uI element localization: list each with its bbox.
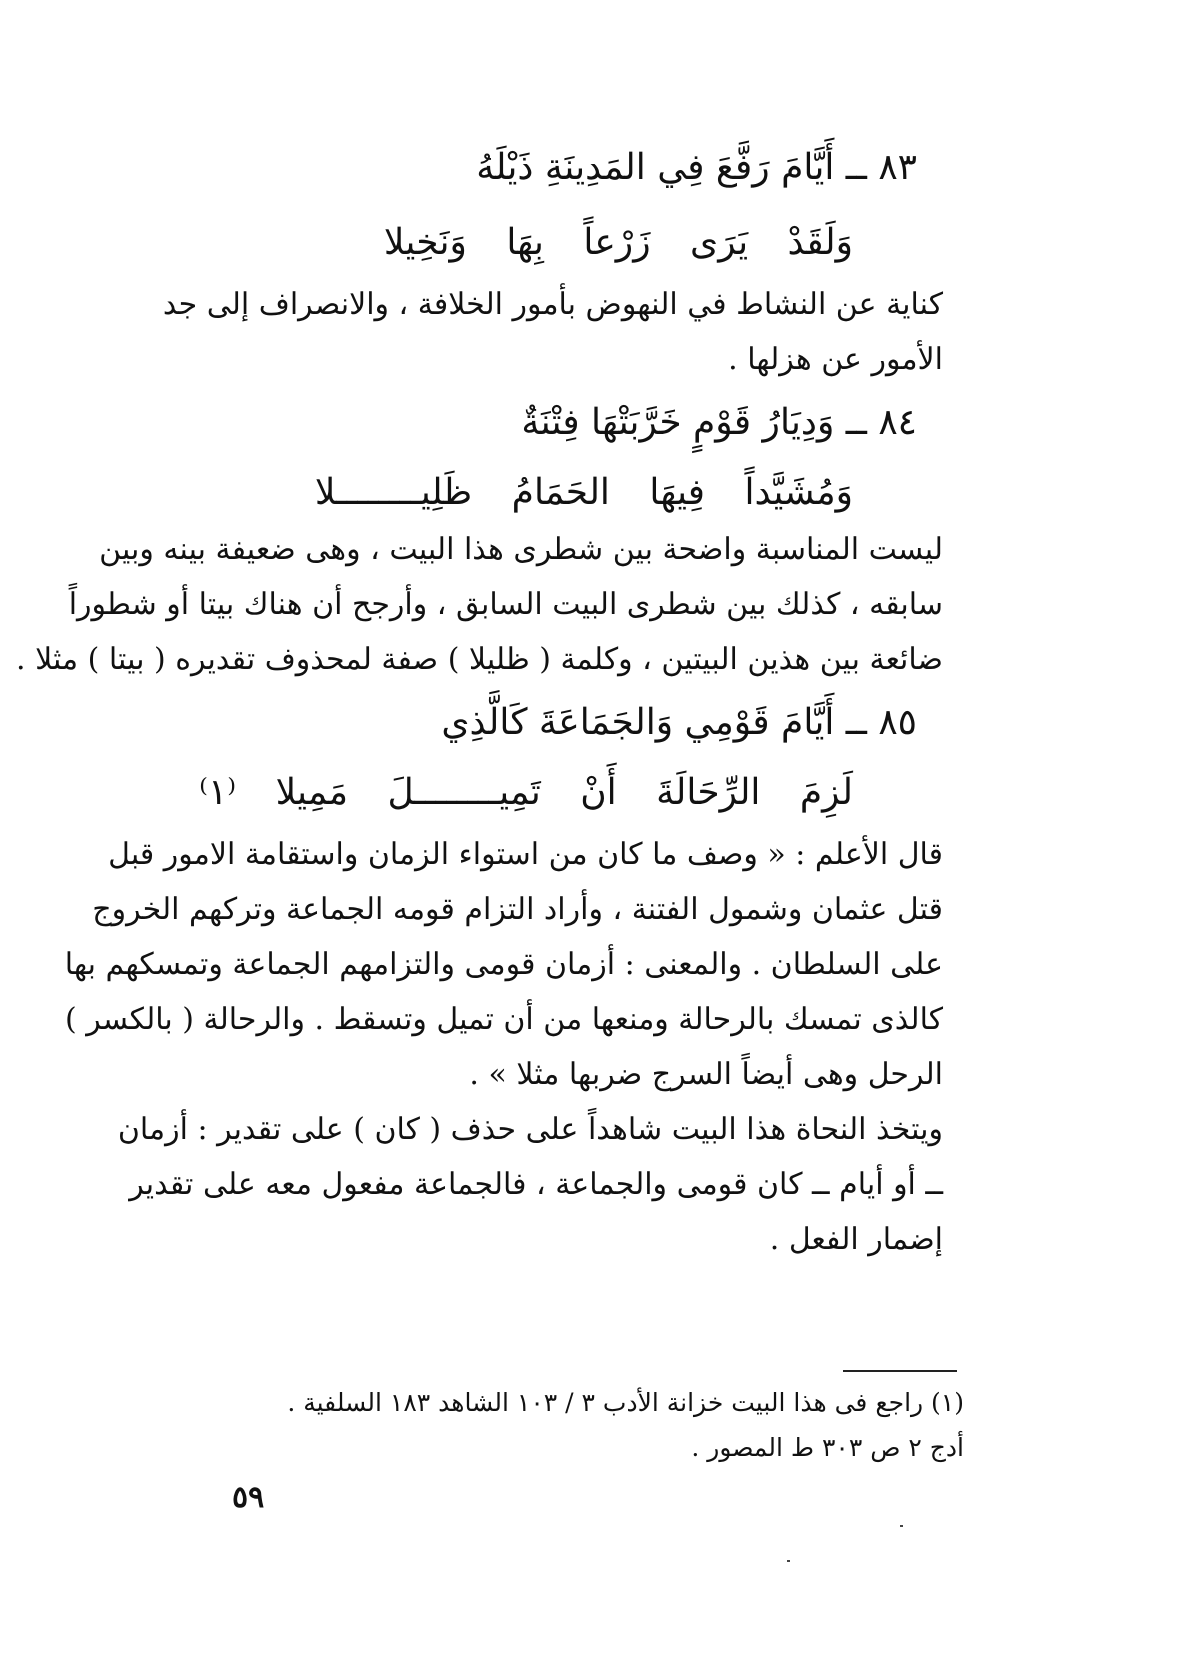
footnote-line-2: أدج ٢ ص ٣٠٣ ط المصور . (691, 1433, 964, 1462)
commentary-85b-line-3: إضمار الفعل . (769, 1222, 943, 1257)
scan-speck (900, 1525, 903, 1527)
commentary-83-line-2: الأمور عن هزلها . (728, 342, 943, 377)
verse-85-hemistich-2: لَزِمَ الرِّحَالَةَ أَنْ تَمِيــــــــلَ مَمِيلا ⁽١⁾ (199, 772, 853, 813)
commentary-85-line-4: كالذى تمسك بالرحالة ومنعها من أن تميل وتسقط . والرحالة ( بالكسر ) (65, 1002, 943, 1037)
commentary-85-line-5: الرحل وهى أيضاً السرج ضربها مثلا » . (469, 1057, 943, 1092)
verse-84-hemistich-2: وَمُشَيَّداً فِيهَا الحَمَامُ ظَلِيــــــــلا (314, 472, 853, 513)
commentary-85-line-1: قال الأعلم : « وصف ما كان من استواء الزمان واستقامة الامور قبل (108, 837, 943, 872)
verse-83-hemistich-2: وَلَقَدْ يَرَى زَرْعاً بِهَا وَنَخِيلا (383, 222, 853, 263)
commentary-85b-line-2: ــ أو أيام ــ كان قومى والجماعة ، فالجماعة مفعول معه على تقدير (129, 1167, 943, 1202)
commentary-83-line-1: كناية عن النشاط في النهوض بأمور الخلافة ، والانصراف إلى جد (162, 287, 943, 322)
footnote-separator (843, 1370, 957, 1372)
commentary-85b-line-1: ويتخذ النحاة هذا البيت شاهداً على حذف ( كان ) على تقدير : أزمان (117, 1112, 943, 1147)
commentary-85-line-2: قتل عثمان وشمول الفتنة ، وأراد التزام قومه الجماعة وتركهم الخروج (92, 892, 943, 927)
verse-83-hemistich-1: ٨٣ ــ أَيَّامَ رَفَّعَ فِي المَدِينَةِ ذَيْلَهُ (476, 147, 917, 188)
commentary-84-line-2: سابقه ، كذلك بين شطرى البيت السابق ، وأرجح أن هناك بيتا أو شطوراً (68, 587, 943, 622)
verse-84-hemistich-1: ٨٤ ــ وَدِيَارُ قَوْمٍ خَرَّبَتْهَا فِتْنَةٌ (521, 402, 917, 443)
verse-85-hemistich-1: ٨٥ ــ أَيَّامَ قَوْمِي وَالجَمَاعَةَ كَالَّذِي (441, 702, 917, 743)
footnote-line-1: (١) راجع فى هذا البيت خزانة الأدب ٣ / ١٠٣ الشاهد ١٨٣ السلفية . (287, 1388, 964, 1417)
page-number: ٥٩ (232, 1480, 265, 1515)
commentary-85-line-3: على السلطان . والمعنى : أزمان قومى والتزامهم الجماعة وتمسكهم بها (64, 947, 943, 982)
commentary-84-line-1: ليست المناسبة واضحة بين شطرى هذا البيت ، وهى ضعيفة بينه وبين (99, 532, 943, 567)
commentary-84-line-3: ضائعة بين هذين البيتين ، وكلمة ( ظليلا ) صفة لمحذوف تقديره ( بيتا ) مثلا . (16, 642, 943, 677)
scan-speck (787, 1560, 790, 1562)
